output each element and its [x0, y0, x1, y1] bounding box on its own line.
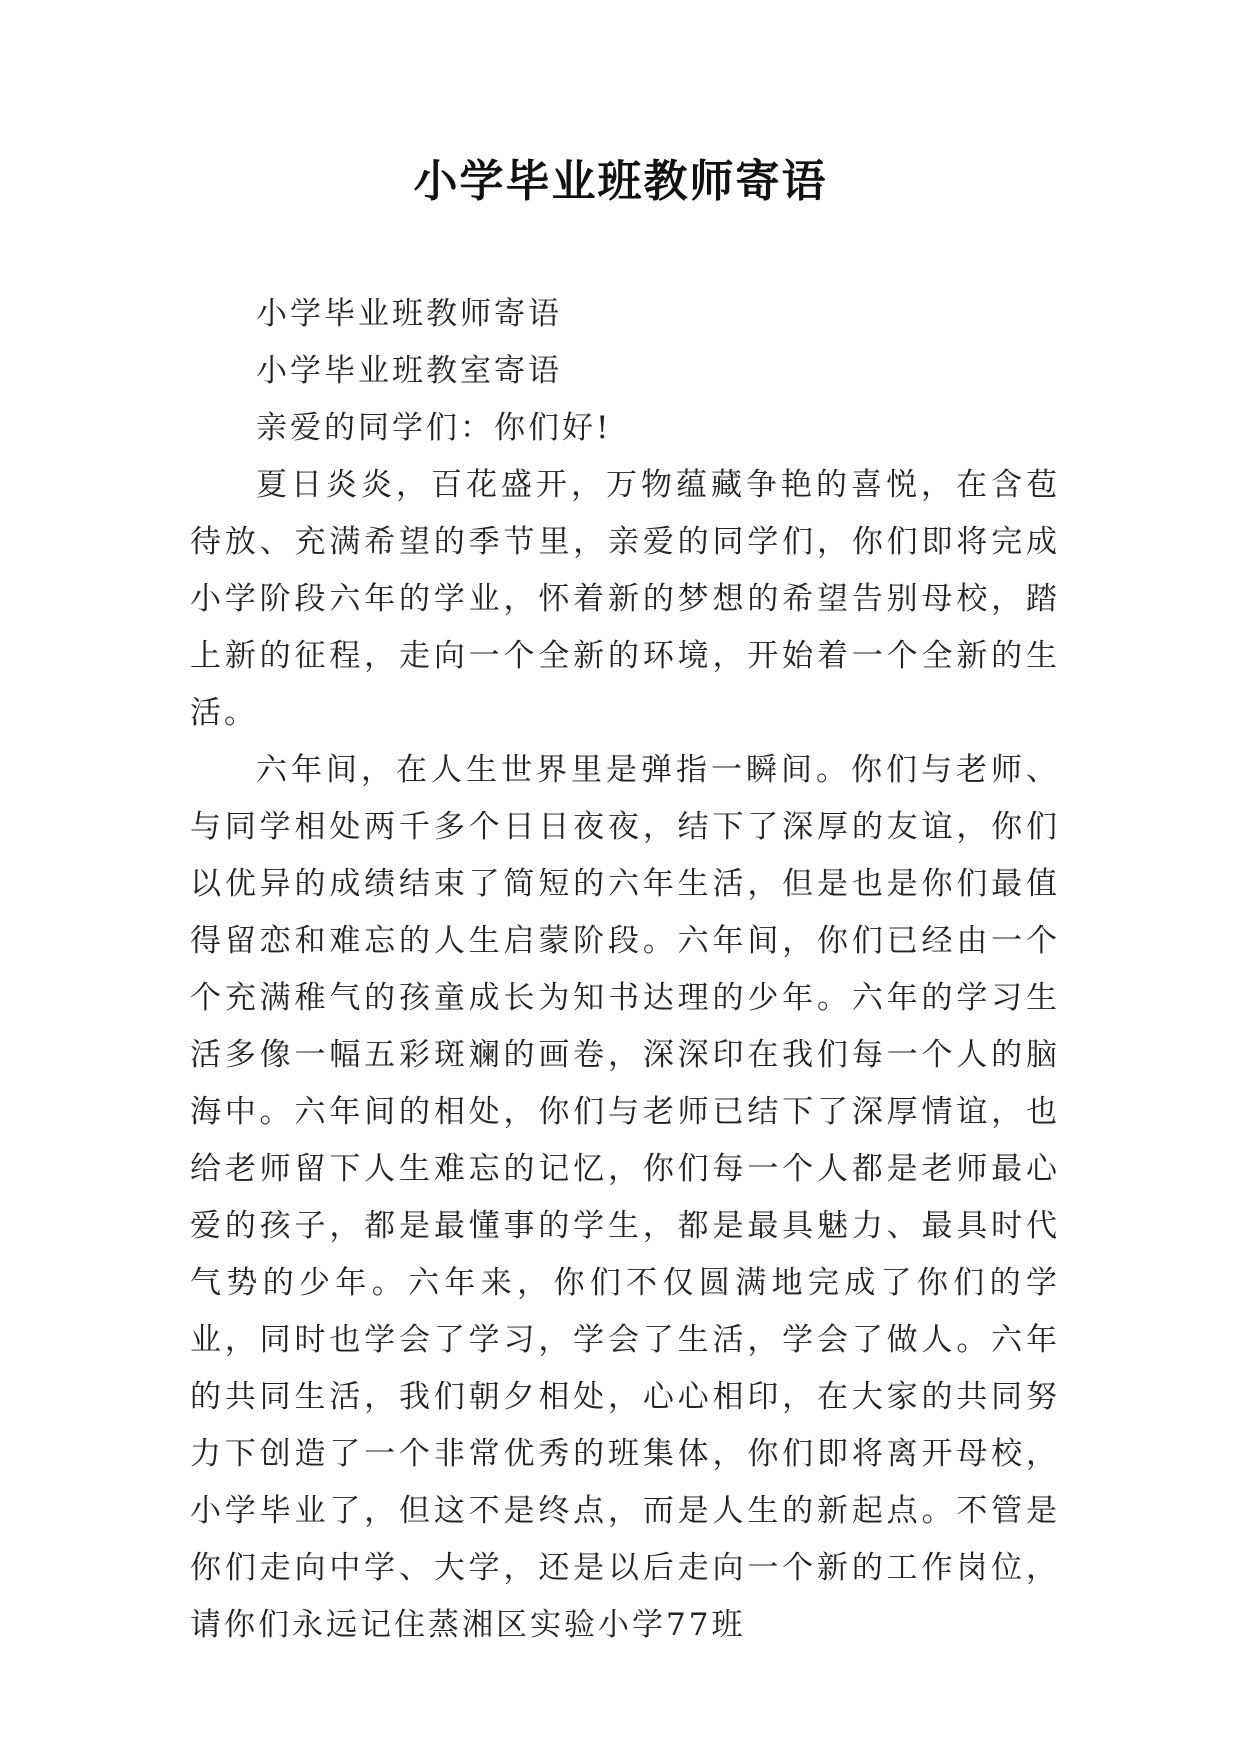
paragraph-greeting: 亲爱的同学们：你们好! — [256, 410, 612, 446]
paragraph-body: 夏日炎炎，百花盛开，万物蕴藏争艳的喜悦，在含苞待放、充满希望的季节里，亲爱的同学们，你们即将完成小学阶段六年的学业，怀着新的梦想的希望告别母校，踏上新的征程，走向一个全新的环境，开始着一个全新的生活。 — [190, 467, 1060, 731]
paragraph-body: 六年间，在人生世界里是弹指一瞬间。你们与老师、与同学相处两千多个日日夜夜，结下了深厚的友谊，你们以优异的成绩结束了简短的六年生活，但是也是你们最值得留恋和难忘的人生启蒙阶段。六年间，你们已经由一个个充满稚气的孩童成长为知书达理的少年。六年的学习生活多像一幅五彩斑斓的画卷，深深印在我们每一个人的脑海中。六年间的相处，你们与老师已结下了深厚情谊，也给老师留下人生难忘的记忆，你们每一个人都是老师最心爱的孩子，都是最懂事的学生，都是最具魅力、最具时代气势的少年。六年来，你们不仅圆满地完成了你们的学业，同时也学会了学习，学会了生活，学会了做人。六年的共同生活，我们朝夕相处，心心相印，在大家的共同努力下创造了一个非常优秀的班集体，你们即将离开母校，小学毕业了，但这不是终点，而是人生的新起点。不管是你们走向中学、大学，还是以后走向一个新的工作岗位，请你们永远记住蒸湘区实验小学77班 — [190, 752, 1060, 1643]
document-body — [190, 286, 1060, 1654]
paragraph-subheading: 小学毕业班教室寄语 — [256, 353, 562, 389]
paragraph-heading: 小学毕业班教师寄语 — [256, 296, 562, 332]
document-title: 小学毕业班教师寄语 — [413, 156, 828, 207]
